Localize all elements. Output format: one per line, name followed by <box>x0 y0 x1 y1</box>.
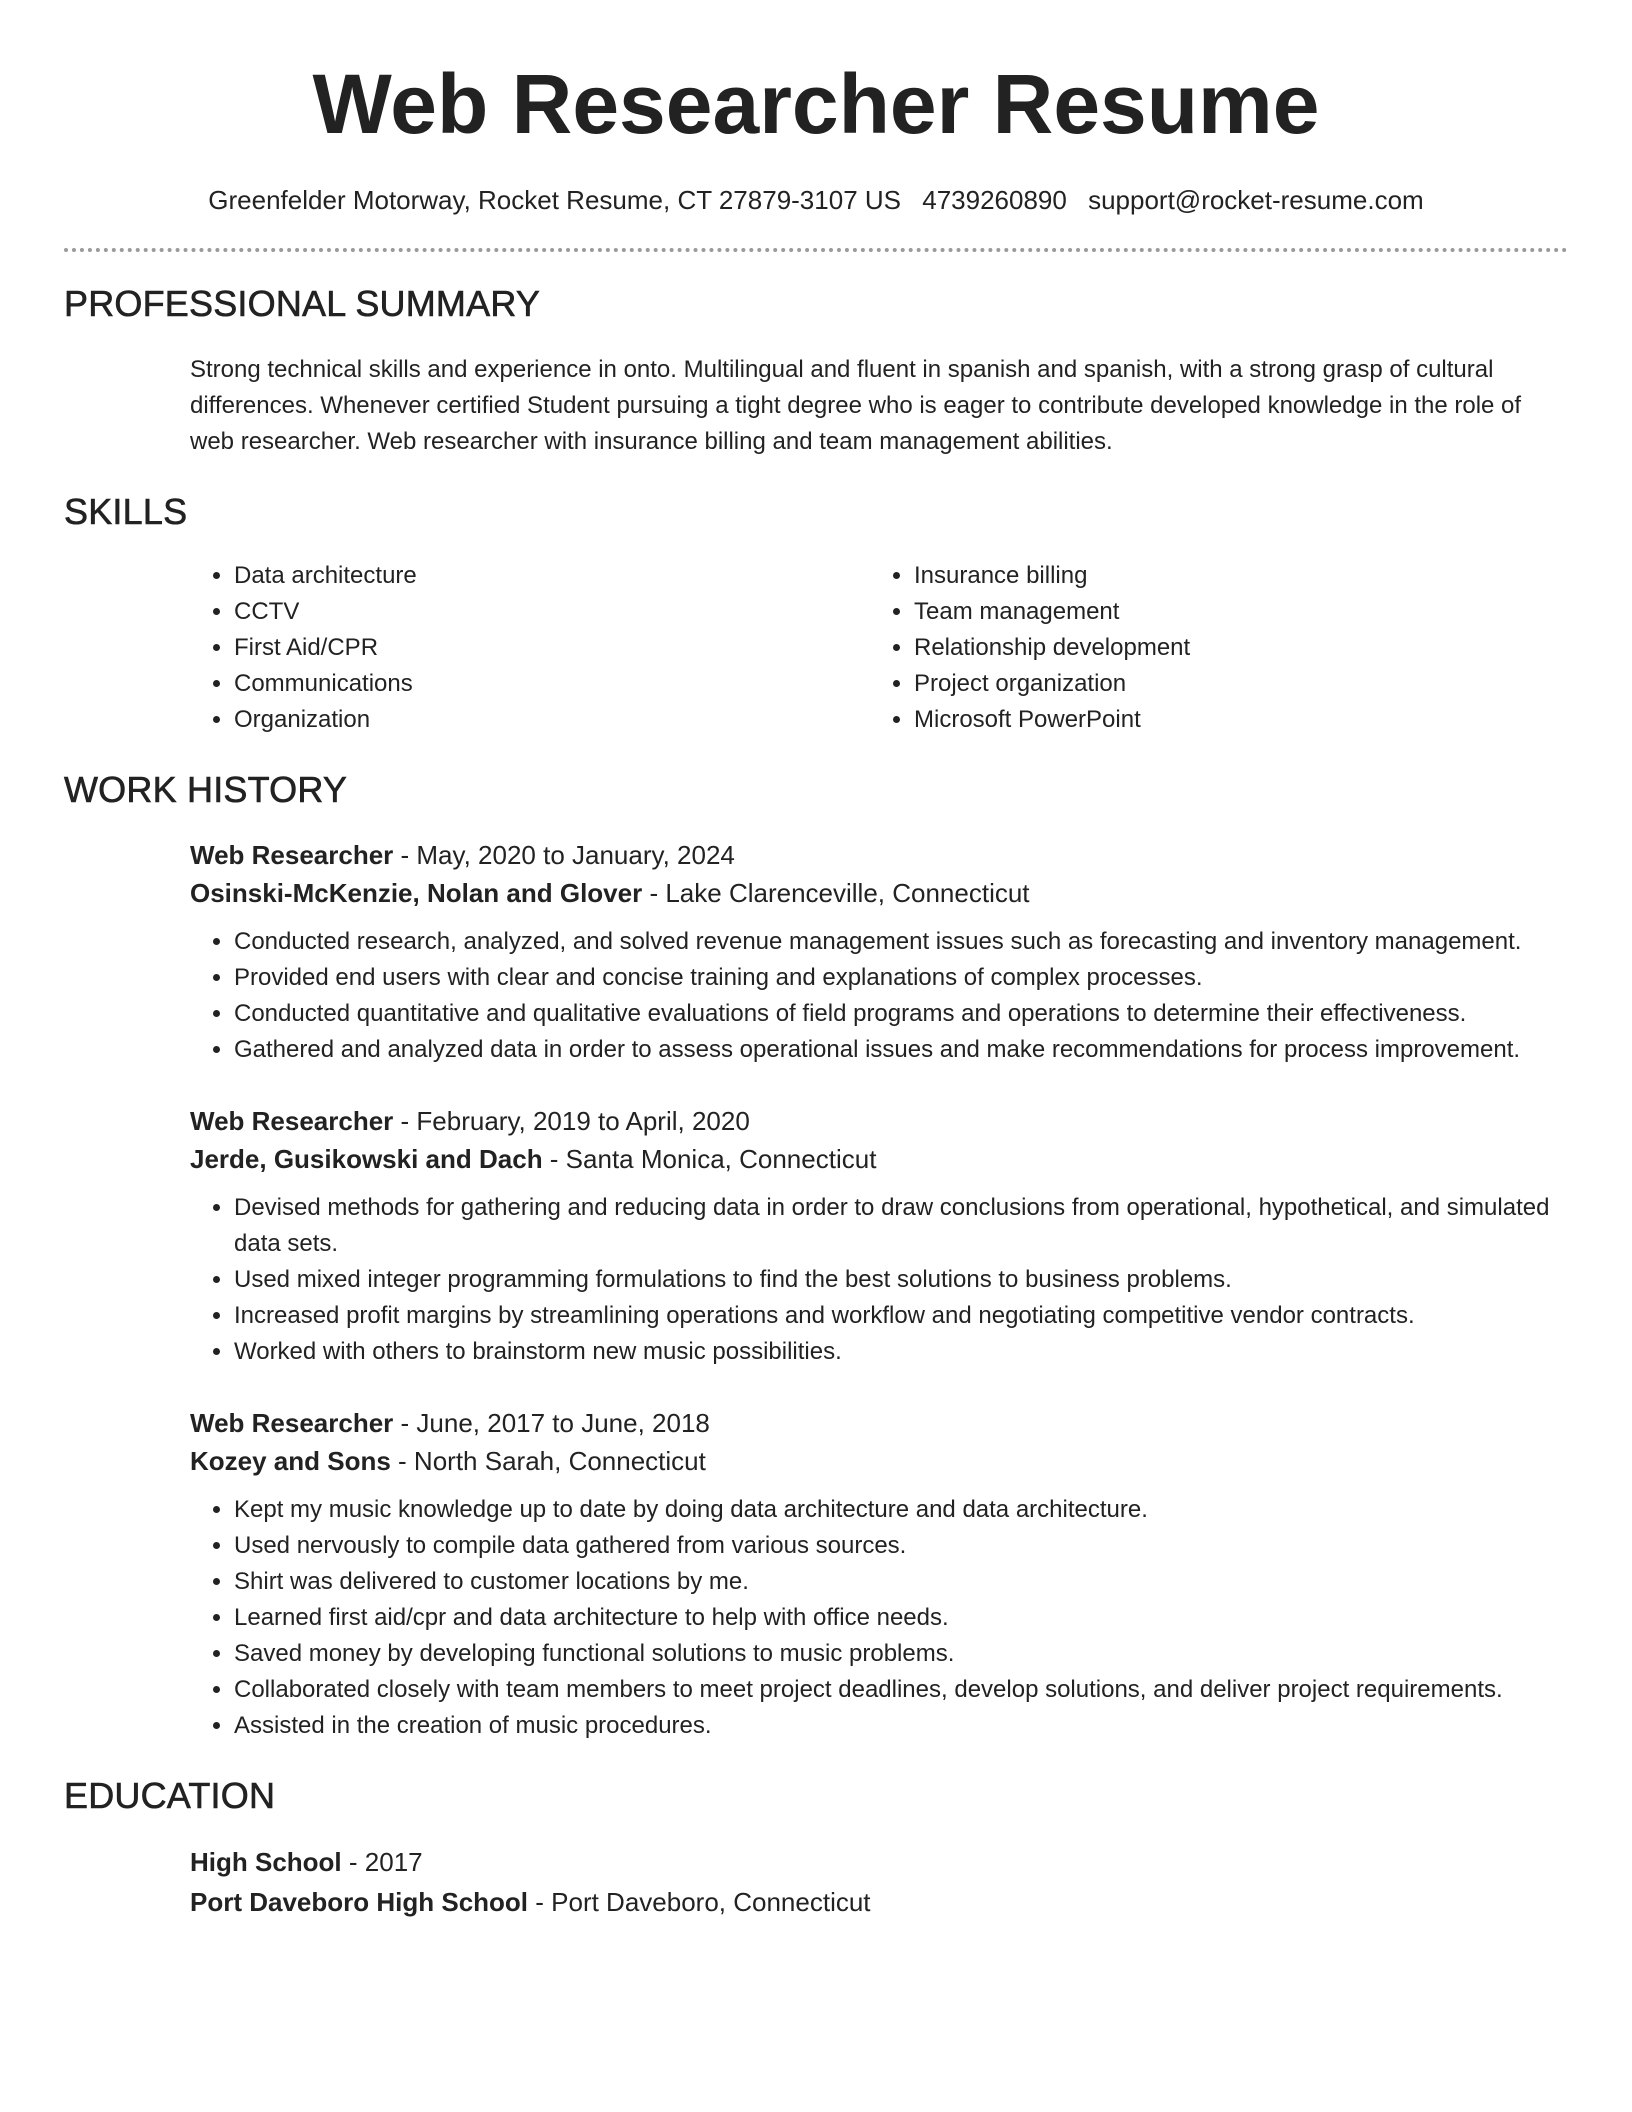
section-heading-work: WORK HISTORY <box>64 769 348 810</box>
job-title: Web Researcher <box>190 1106 394 1136</box>
job-bullet: • Assisted in the creation of music procedures. <box>234 1708 1568 1744</box>
job-bullet: • Devised methods for gathering and reducing data in order to draw conclusions from operational, hypothetical, and simulated data sets. <box>234 1190 1568 1262</box>
education-degree-line <box>190 1842 1568 1882</box>
contact-email: support@rocket-resume.com <box>1088 185 1424 215</box>
skills-section <box>64 490 1568 738</box>
skill-item: • Data architecture <box>234 558 870 594</box>
contact-address: Greenfelder Motorway, Rocket Resume, CT 27879-3107 US <box>208 185 901 215</box>
job-entry <box>190 1102 1568 1370</box>
work-history-section <box>64 768 1568 1744</box>
job-bullet: • Provided end users with clear and concise training and explanations of complex processes. <box>234 960 1568 996</box>
skills-grid <box>190 558 1568 738</box>
job-title-line <box>190 1404 1568 1442</box>
job-company-line <box>190 1140 1568 1178</box>
job-bullet: • Shirt was delivered to customer locations by me. <box>234 1564 1568 1600</box>
skill-item: • Microsoft PowerPoint <box>914 702 1190 738</box>
job-location: - Lake Clarenceville, Connecticut <box>642 878 1030 908</box>
summary-text: Strong technical skills and experience in onto. Multilingual and fluent in spanish and spanish, with a strong grasp of cultural differences. Whenever certified Student pursuing a tight degree who is eager to contribute developed knowledge in the role of web researcher. Web researcher with insurance billing and team management abilities. <box>190 356 1522 455</box>
job-bullet: • Saved money by developing functional solutions to music problems. <box>234 1636 1568 1672</box>
job-entry <box>190 1404 1568 1744</box>
job-dates: - May, 2020 to January, 2024 <box>393 840 735 870</box>
job-bullet: • Kept my music knowledge up to date by doing data architecture and data architecture. <box>234 1492 1568 1528</box>
job-bullet: • Worked with others to brainstorm new music possibilities. <box>234 1334 1568 1370</box>
education-entry <box>190 1842 1568 1922</box>
job-bullet: • Increased profit margins by streamlining operations and workflow and negotiating competitive vendor contracts. <box>234 1298 1568 1334</box>
header-divider <box>64 248 1568 252</box>
skills-list-left <box>190 558 870 738</box>
section-heading-skills: SKILLS <box>64 491 188 532</box>
job-company-line <box>190 1442 1568 1480</box>
contact-line <box>64 182 1568 218</box>
education-degree: High School <box>190 1847 342 1877</box>
job-title-line <box>190 1102 1568 1140</box>
job-bullet: • Learned first aid/cpr and data architecture to help with office needs. <box>234 1600 1568 1636</box>
skills-list-right <box>870 558 1190 738</box>
job-bullet: • Used mixed integer programming formulations to find the best solutions to business problems. <box>234 1262 1568 1298</box>
job-bullet: • Conducted research, analyzed, and solved revenue management issues such as forecasting and inventory management. <box>234 924 1568 960</box>
job-title: Web Researcher <box>190 840 394 870</box>
job-location: - North Sarah, Connecticut <box>390 1446 706 1476</box>
job-bullet: • Gathered and analyzed data in order to assess operational issues and make recommendations for process improvement. <box>234 1032 1568 1068</box>
job-dates: - February, 2019 to April, 2020 <box>393 1106 750 1136</box>
education-location: - Port Daveboro, Connecticut <box>528 1887 871 1917</box>
job-bullet: • Conducted quantitative and qualitative evaluations of field programs and operations to determine their effectiveness. <box>234 996 1568 1032</box>
skill-item: • Organization <box>234 702 870 738</box>
skill-item: • First Aid/CPR <box>234 630 870 666</box>
section-heading-summary: PROFESSIONAL SUMMARY <box>64 283 541 324</box>
education-school: Port Daveboro High School <box>190 1887 529 1917</box>
education-year: - 2017 <box>341 1847 423 1877</box>
job-location: - Santa Monica, Connecticut <box>542 1144 877 1174</box>
job-entry <box>190 836 1568 1068</box>
job-bullet: • Used nervously to compile data gathered from various sources. <box>234 1528 1568 1564</box>
job-title: Web Researcher <box>190 1408 394 1438</box>
job-company: Kozey and Sons <box>190 1446 391 1476</box>
job-bullet: • Collaborated closely with team members to meet project deadlines, develop solutions, and deliver project requirements. <box>234 1672 1568 1708</box>
skill-item: • Team management <box>914 594 1190 630</box>
job-title-line <box>190 836 1568 874</box>
skill-item: • Communications <box>234 666 870 702</box>
contact-phone: 4739260890 <box>922 185 1067 215</box>
job-company-line <box>190 874 1568 912</box>
skill-item: • Project organization <box>914 666 1190 702</box>
skill-item: • Insurance billing <box>914 558 1190 594</box>
job-company: Osinski-McKenzie, Nolan and Glover <box>190 878 643 908</box>
job-bullets <box>190 924 1568 1068</box>
resume-title: Web Researcher Resume <box>312 57 1320 151</box>
professional-summary-section <box>64 282 1568 460</box>
job-company: Jerde, Gusikowski and Dach <box>190 1144 543 1174</box>
education-school-line <box>190 1882 1568 1922</box>
skill-item: • Relationship development <box>914 630 1190 666</box>
job-bullets <box>190 1190 1568 1370</box>
education-section <box>64 1774 1568 1922</box>
section-heading-education: EDUCATION <box>64 1775 276 1816</box>
job-bullets <box>190 1492 1568 1744</box>
skill-item: • CCTV <box>234 594 870 630</box>
job-dates: - June, 2017 to June, 2018 <box>393 1408 710 1438</box>
